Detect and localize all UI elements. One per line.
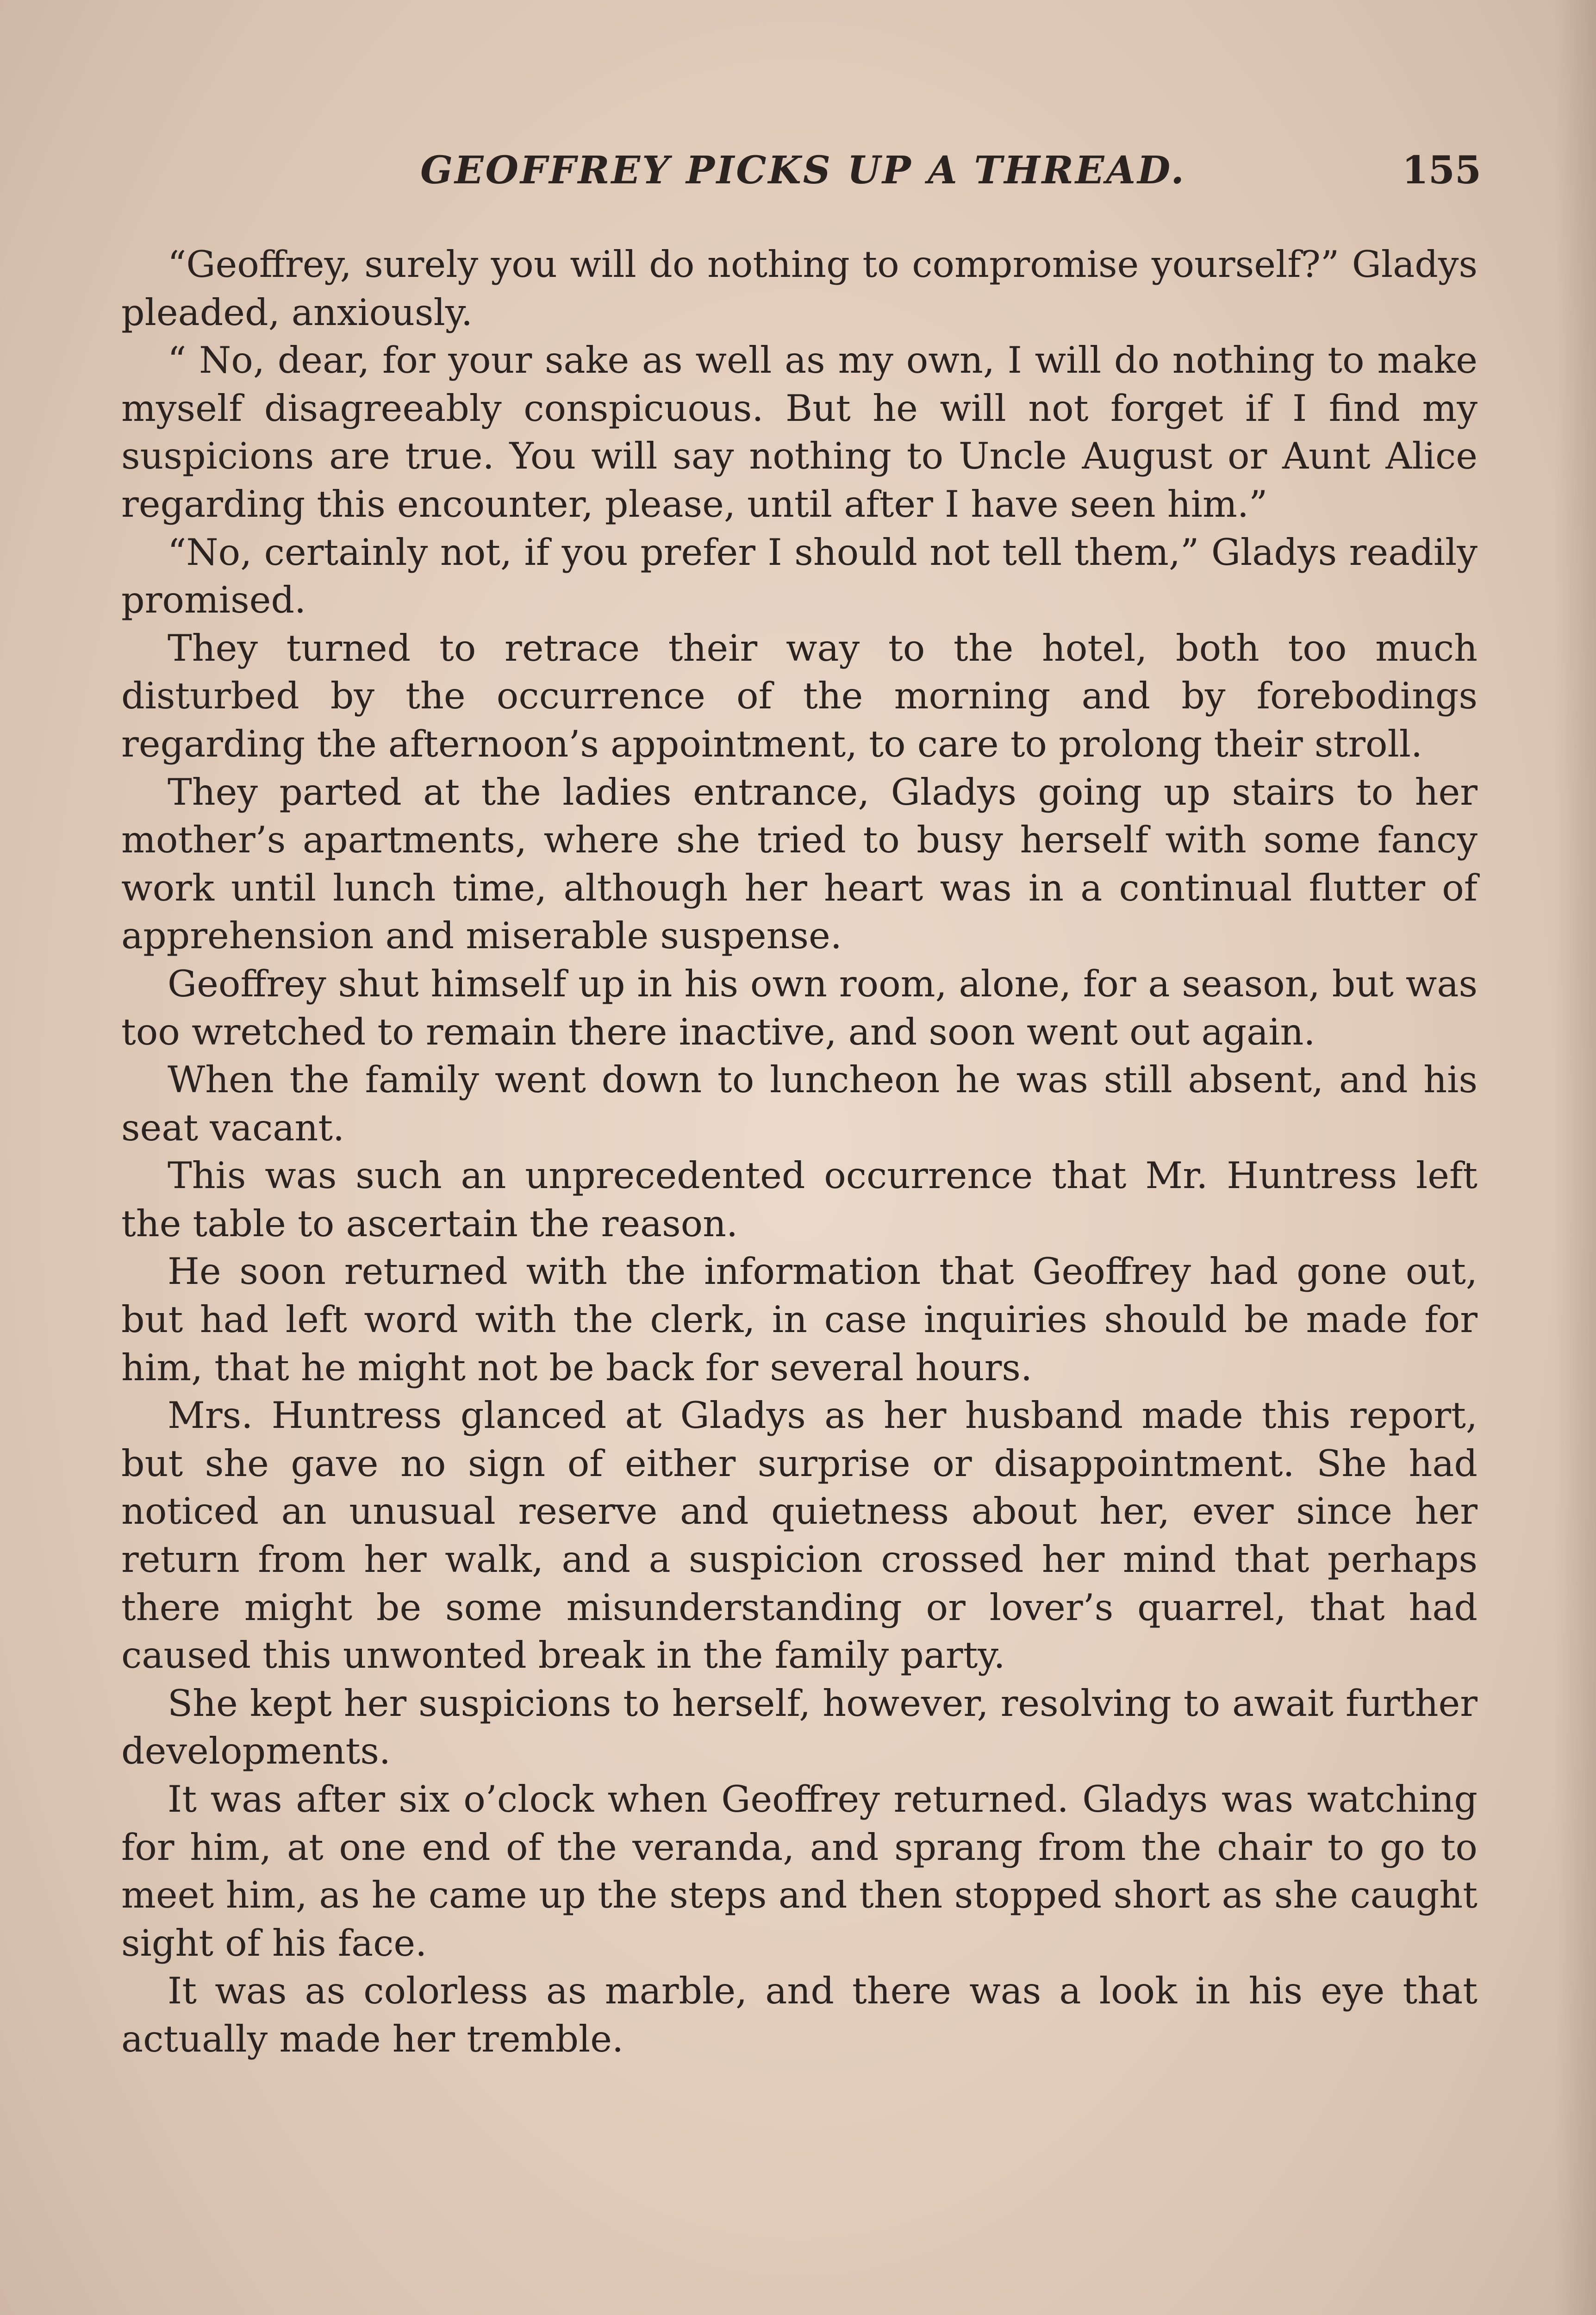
paragraph: They parted at the ladies entrance, Gladys going up stairs to her mother’s apartments, where she tried to busy herself with some fancy work until lunch time, although her heart was in a continual flutter of apprehension and miserable suspense. <box>121 770 1478 957</box>
paragraph: This was such an unprecedented occurrence that Mr. Huntress left the table to ascertain the reason. <box>121 1154 1478 1245</box>
paragraph: Mrs. Huntress glanced at Gladys as her husband made this report, but she gave no sign of either surprise or disappointment. She had noticed an unusual reserve and quietness about her, ever since her return from her walk, and a suspicion crossed her mind that perhaps there might be some misunderstanding or lover’s quarrel, that had caused this unwonted break in the family party. <box>121 1394 1478 1677</box>
paragraph: Geoffrey shut himself up in his own room, alone, for a season, but was too wretched to remain there inactive, and soon went out again. <box>121 962 1478 1053</box>
paragraph: He soon returned with the information that Geoffrey had gone out, but had left word with the clerk, in case inquiries should be made for him, that he might not be back for several hours. <box>121 1250 1478 1389</box>
paragraph: When the family went down to luncheon he was still absent, and his seat vacant. <box>121 1058 1478 1149</box>
paragraph: “ No, dear, for your sake as well as my own, I will do nothing to make myself disagreeably conspicuous. But he will not forget if I find my suspicions are true. You will say nothing to Uncle August or Aunt Alice regarding this encounter, please, until after I have seen him.” <box>121 339 1478 526</box>
page-header <box>125 148 1481 218</box>
paragraph: It was after six o’clock when Geoffrey returned. Gladys was watching for him, at one end of the veranda, and sprang from the chair to go to meet him, as he came up the steps and then stopped short as she caught sight of his face. <box>121 1778 1478 1965</box>
paragraph: “No, certainly not, if you prefer I should not tell them,” Gladys readily promised. <box>121 531 1478 622</box>
paragraph: They turned to retrace their way to the hotel, both too much disturbed by the occurrence of the morning and by forebodings regarding the afternoon’s appointment, to care to prolong their stroll. <box>121 626 1478 765</box>
body-text <box>121 241 1478 2064</box>
paragraph: “Geoffrey, surely you will do nothing to compromise yourself?” Gladys pleaded, anxiously. <box>121 243 1478 334</box>
running-title: GEOFFREY PICKS UP A THREAD. <box>420 148 1186 193</box>
page-number: 155 <box>1402 148 1481 193</box>
page-edge-shadow <box>1554 0 1596 2315</box>
paragraph: She kept her suspicions to herself, however, resolving to await further developments. <box>121 1682 1478 1773</box>
paragraph: It was as colorless as marble, and there was a look in his eye that actually made her tremble. <box>121 1970 1478 2060</box>
